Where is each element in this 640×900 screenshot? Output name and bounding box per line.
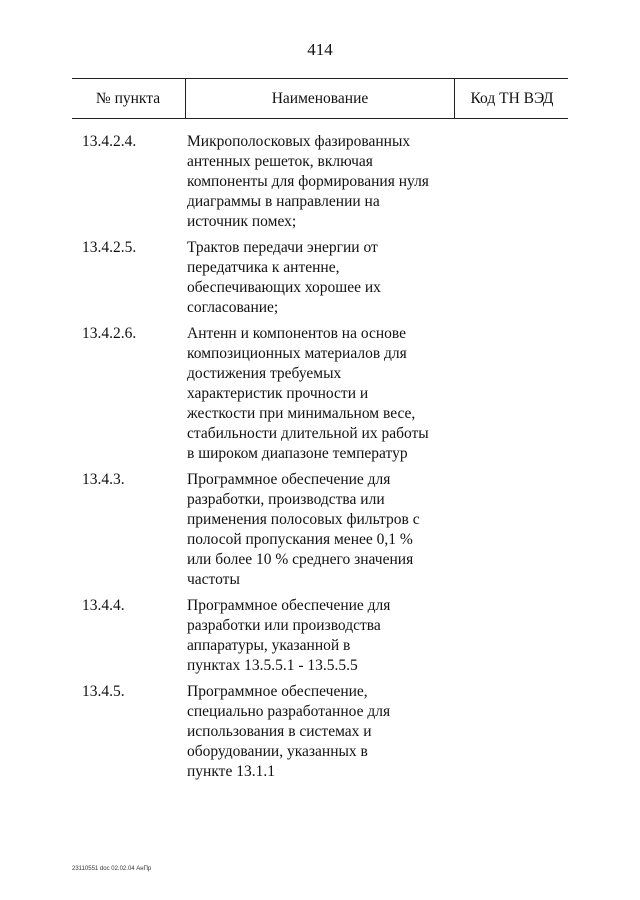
row-name-line: разработки или производства [187,617,381,634]
header-name: Наименование [185,79,454,118]
row-name-line: Трактов передачи энергии от [187,239,378,256]
row-name-line: частоты [187,571,240,588]
row-name-line: разработки, производства или [187,491,385,508]
row-name-line: характеристик прочности и [187,385,369,402]
page-number: 414 [307,40,333,59]
row-name-line: источник помех; [187,213,297,230]
row-name [187,682,447,782]
row-name-line: диаграммы в направлении на [187,193,380,210]
row-name-line: обеспечивающих хорошее их [187,279,381,296]
row-name-line: оборудовании, указанных в [187,743,368,760]
table-row [72,470,568,590]
row-name-line: пунктах 13.5.5.1 - 13.5.5.5 [187,657,358,674]
row-number: 13.4.3. [82,471,125,488]
row-name-line: согласование; [187,299,279,316]
row-number: 13.4.2.4. [82,133,137,150]
row-name-line: Программное обеспечение для [187,471,391,488]
row-name-line: антенных решеток, включая [187,153,373,170]
table-row [72,596,568,676]
row-number: 13.4.5. [82,683,125,700]
row-name-line: аппаратуры, указанной в [187,637,351,654]
row-name [187,132,447,232]
table-row [72,132,568,232]
row-name-line: полосой пропускания менее 0,1 % [187,531,413,548]
row-number: 13.4.4. [82,597,125,614]
row-name-line: стабильности длительной их работы [187,425,429,442]
row-name-line: в широком диапазоне температур [187,445,408,462]
header-code: Код ТН ВЭД [454,79,569,118]
table-row [72,238,568,318]
row-name-line: достижения требуемых [187,365,342,382]
row-name-line: Антенн и компонентов на основе [187,325,407,342]
row-name [187,324,447,464]
row-name [187,470,447,590]
row-number: 13.4.2.6. [82,325,137,342]
row-name-line: Программное обеспечение, [187,683,368,700]
row-name-line: жесткости при минимальном весе, [187,405,416,422]
footer-note: 23110551 doc 02.02.04 АнПр [72,866,152,872]
row-name-line: передатчика к антенне, [187,259,340,276]
table-row [72,682,568,782]
row-name-line: применения полосовых фильтров с [187,511,420,528]
row-name-line: использования в системах и [187,723,372,740]
row-name-line: или более 10 % среднего значения [187,551,414,568]
table-row [72,324,568,464]
row-name-line: компоненты для формирования нуля [187,173,429,190]
row-name-line: пункте 13.1.1 [187,763,275,780]
header-item-number: № пункта [95,90,161,107]
row-name [187,596,447,676]
row-name-line: специально разработанное для [187,703,391,720]
row-name [187,238,447,318]
table-body [72,132,568,788]
row-name-line: композиционных материалов для [187,345,407,362]
row-name-line: Программное обеспечение для [187,597,391,614]
row-name-line: Микрополосковых фазированных [187,133,411,150]
table-header [72,78,568,119]
row-number: 13.4.2.5. [82,239,137,256]
